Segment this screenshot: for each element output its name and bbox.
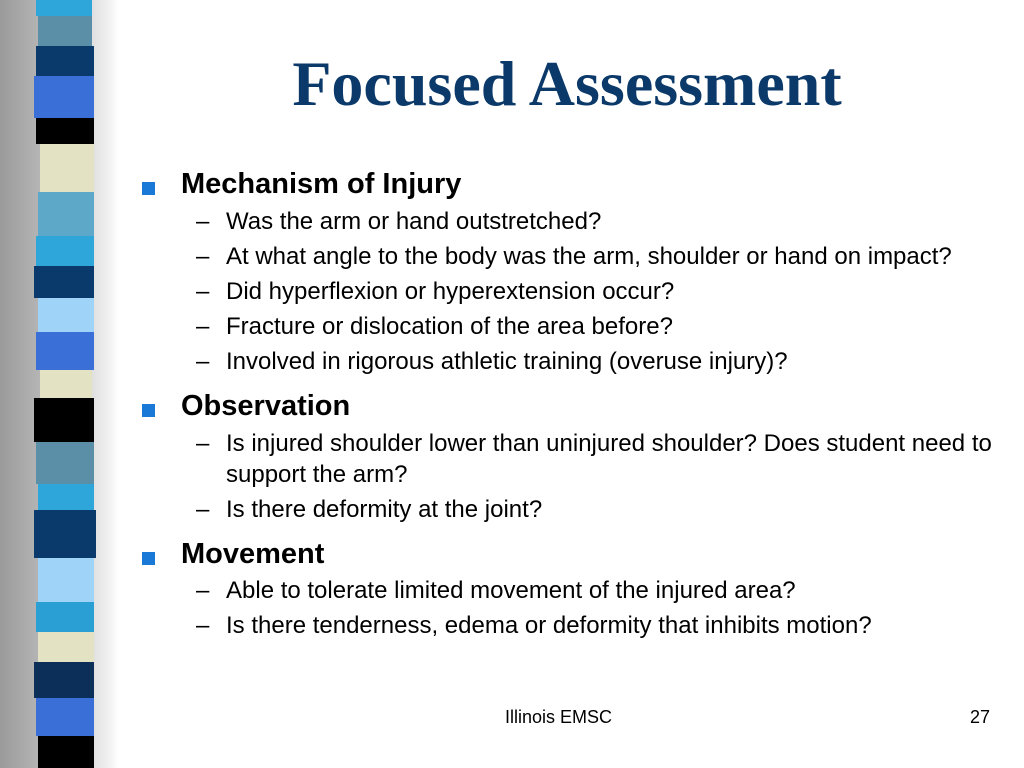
color-band (36, 0, 92, 16)
sub-bullet-list (196, 206, 1002, 377)
color-band (34, 266, 94, 298)
slide-content (142, 155, 1002, 641)
color-band (38, 558, 94, 602)
sub-bullet-item (196, 494, 1002, 525)
square-bullet-icon (142, 182, 155, 195)
color-band (38, 632, 94, 662)
sub-bullet-item (196, 241, 1002, 272)
color-band (34, 398, 94, 442)
dash-bullet-icon: – (196, 242, 210, 270)
dash-bullet-icon: – (196, 312, 210, 340)
color-band (36, 332, 94, 370)
bullet-item (142, 533, 1002, 572)
bullet-item (142, 385, 1002, 424)
color-band (38, 192, 94, 236)
bullet-group-observation (142, 385, 1002, 525)
bullet-group-movement (142, 533, 1002, 642)
color-band (38, 736, 94, 768)
bullet-group-mechanism (142, 163, 1002, 377)
square-bullet-icon (142, 552, 155, 565)
sub-bullet-text: Fracture or dislocation of the area before? (226, 312, 673, 340)
sub-bullet-text: Was the arm or hand outstretched? (226, 207, 602, 235)
bullet-item (142, 163, 1002, 202)
sub-bullet-text: Involved in rigorous athletic training (overuse injury)? (226, 347, 788, 375)
dash-bullet-icon: – (196, 347, 210, 375)
color-band (36, 698, 94, 736)
color-band (36, 46, 94, 76)
dash-bullet-icon: – (196, 577, 210, 605)
color-band (40, 370, 92, 398)
page-number: 27 (969, 707, 990, 727)
footer-text: Illinois EMSC (505, 707, 613, 727)
bullet-heading: Mechanism of Injury (181, 168, 462, 200)
sub-bullet-item (196, 311, 1002, 342)
sub-bullet-text: Is injured shoulder lower than uninjured shoulder? Does student need to support the arm? (226, 429, 992, 488)
dash-bullet-icon: – (196, 495, 210, 523)
color-band (36, 442, 94, 484)
sub-bullet-list (196, 428, 1002, 525)
color-band (36, 236, 94, 266)
sub-bullet-text: Able to tolerate limited movement of the injured area? (226, 577, 796, 605)
dash-bullet-icon: – (196, 429, 210, 457)
dash-bullet-icon: – (196, 612, 210, 640)
color-band (38, 484, 94, 510)
sub-bullet-item (196, 206, 1002, 237)
slide-title: Focused Assessment (292, 48, 842, 119)
sub-bullet-item (196, 428, 1002, 490)
dash-bullet-icon: – (196, 207, 210, 235)
color-band (40, 144, 94, 192)
color-band (36, 118, 94, 144)
sub-bullet-text: Is there deformity at the joint? (226, 495, 543, 523)
color-band (34, 662, 94, 698)
bullet-heading: Observation (181, 389, 351, 422)
sub-bullet-list (196, 575, 1002, 641)
sub-bullet-text: Is there tenderness, edema or deformity that inhibits motion? (226, 612, 872, 640)
color-band (36, 602, 94, 632)
color-band (34, 76, 94, 118)
decorative-color-bands (0, 0, 120, 768)
dash-bullet-icon: – (196, 277, 210, 305)
color-band (38, 16, 92, 46)
sub-bullet-item (196, 346, 1002, 377)
sub-bullet-text: Did hyperflexion or hyperextension occur? (226, 277, 675, 305)
sub-bullet-item (196, 610, 1002, 641)
sub-bullet-item (196, 276, 1002, 307)
color-band (38, 298, 94, 332)
square-bullet-icon (142, 404, 155, 417)
bullet-heading: Movement (181, 537, 325, 570)
sub-bullet-text: At what angle to the body was the arm, shoulder or hand on impact? (226, 242, 952, 270)
color-band (34, 510, 96, 558)
sub-bullet-item (196, 575, 1002, 606)
